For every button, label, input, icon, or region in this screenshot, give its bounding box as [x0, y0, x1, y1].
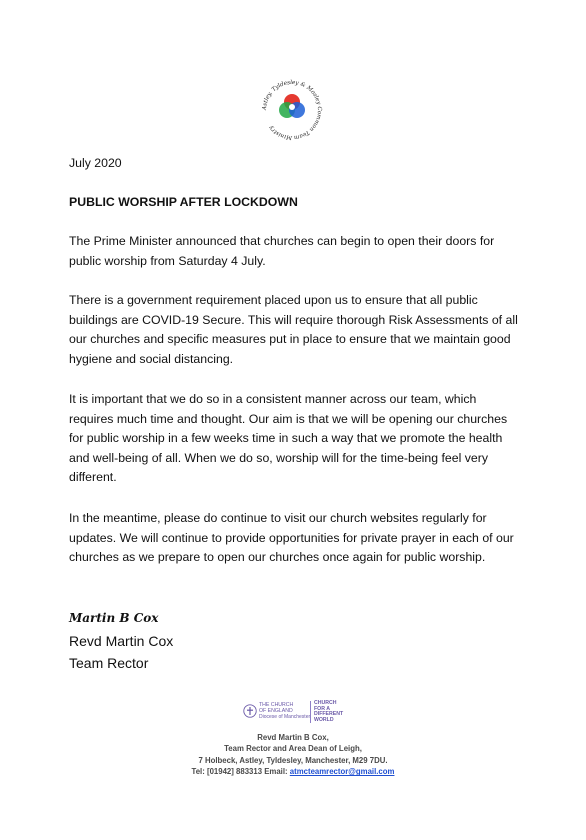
coe-divider	[310, 701, 311, 723]
coe-diocese: Diocese of Manchester	[259, 714, 311, 720]
logo-emblem-icon	[256, 74, 328, 146]
contact-line	[0, 766, 586, 777]
church-of-england-icon	[243, 704, 257, 718]
slogan-line-2: FOR A	[314, 705, 330, 712]
letter-date: July 2020	[69, 156, 122, 170]
church-of-england-logo	[243, 700, 349, 726]
paragraph-4: In the meantime, please do continue to visit our church websites regularly for updates. We will continue to provide opportunities for private prayer in each of our churches as we prepare to open our churches once again for public worship.	[69, 511, 514, 565]
coe-wordmark	[259, 702, 310, 720]
footer-address	[0, 732, 586, 778]
logo-ring-text: Astley, Tyldesley & Mosley Common Team Ministry	[261, 79, 323, 141]
coe-line-2: OF ENGLAND	[259, 708, 293, 714]
paragraph-2: There is a government requirement placed upon us to ensure that all public buildings are COVID-19 Secure. This will require thorough Risk Assessments of all our churches and specific measures put in place to ensure that we maintain good hygiene and social distancing.	[69, 293, 518, 366]
address-line-3: 7 Holbeck, Astley, Tyldesley, Manchester, M29 7DU.	[198, 755, 388, 765]
slogan-line-4: WORLD	[314, 716, 334, 723]
team-ministry-logo	[256, 74, 328, 146]
coe-slogan	[314, 701, 343, 723]
address-line-1: Revd Martin B Cox,	[257, 733, 329, 742]
address-line-2: Team Rector and Area Dean of Leigh,	[224, 744, 362, 754]
paragraph-3: It is important that we do so in a consistent manner across our team, which requires much time and thought. Our aim is that we will be opening our churches for public worship in a few weeks time in such a way that we promote the health and well-being of all. When we do so, worship will for the time-being feel very different.	[69, 392, 508, 485]
coe-line-1: THE CHURCH	[259, 702, 294, 708]
signatory-role: Team Rector	[69, 655, 149, 671]
signature: Martin B Cox	[69, 611, 159, 625]
slogan-line-3: DIFFERENT	[314, 711, 344, 718]
contact-prefix: Tel: [01942] 883313 Email:	[191, 767, 290, 777]
email-link[interactable]: atmcteamrector@gmail.com	[289, 767, 395, 777]
letter-heading: PUBLIC WORSHIP AFTER LOCKDOWN	[69, 195, 298, 209]
slogan-line-1: CHURCH	[314, 700, 337, 706]
paragraph-1: The Prime Minister announced that churches can begin to open their doors for public worship from Saturday 4 July.	[69, 234, 495, 268]
signatory-name: Revd Martin Cox	[69, 633, 174, 649]
